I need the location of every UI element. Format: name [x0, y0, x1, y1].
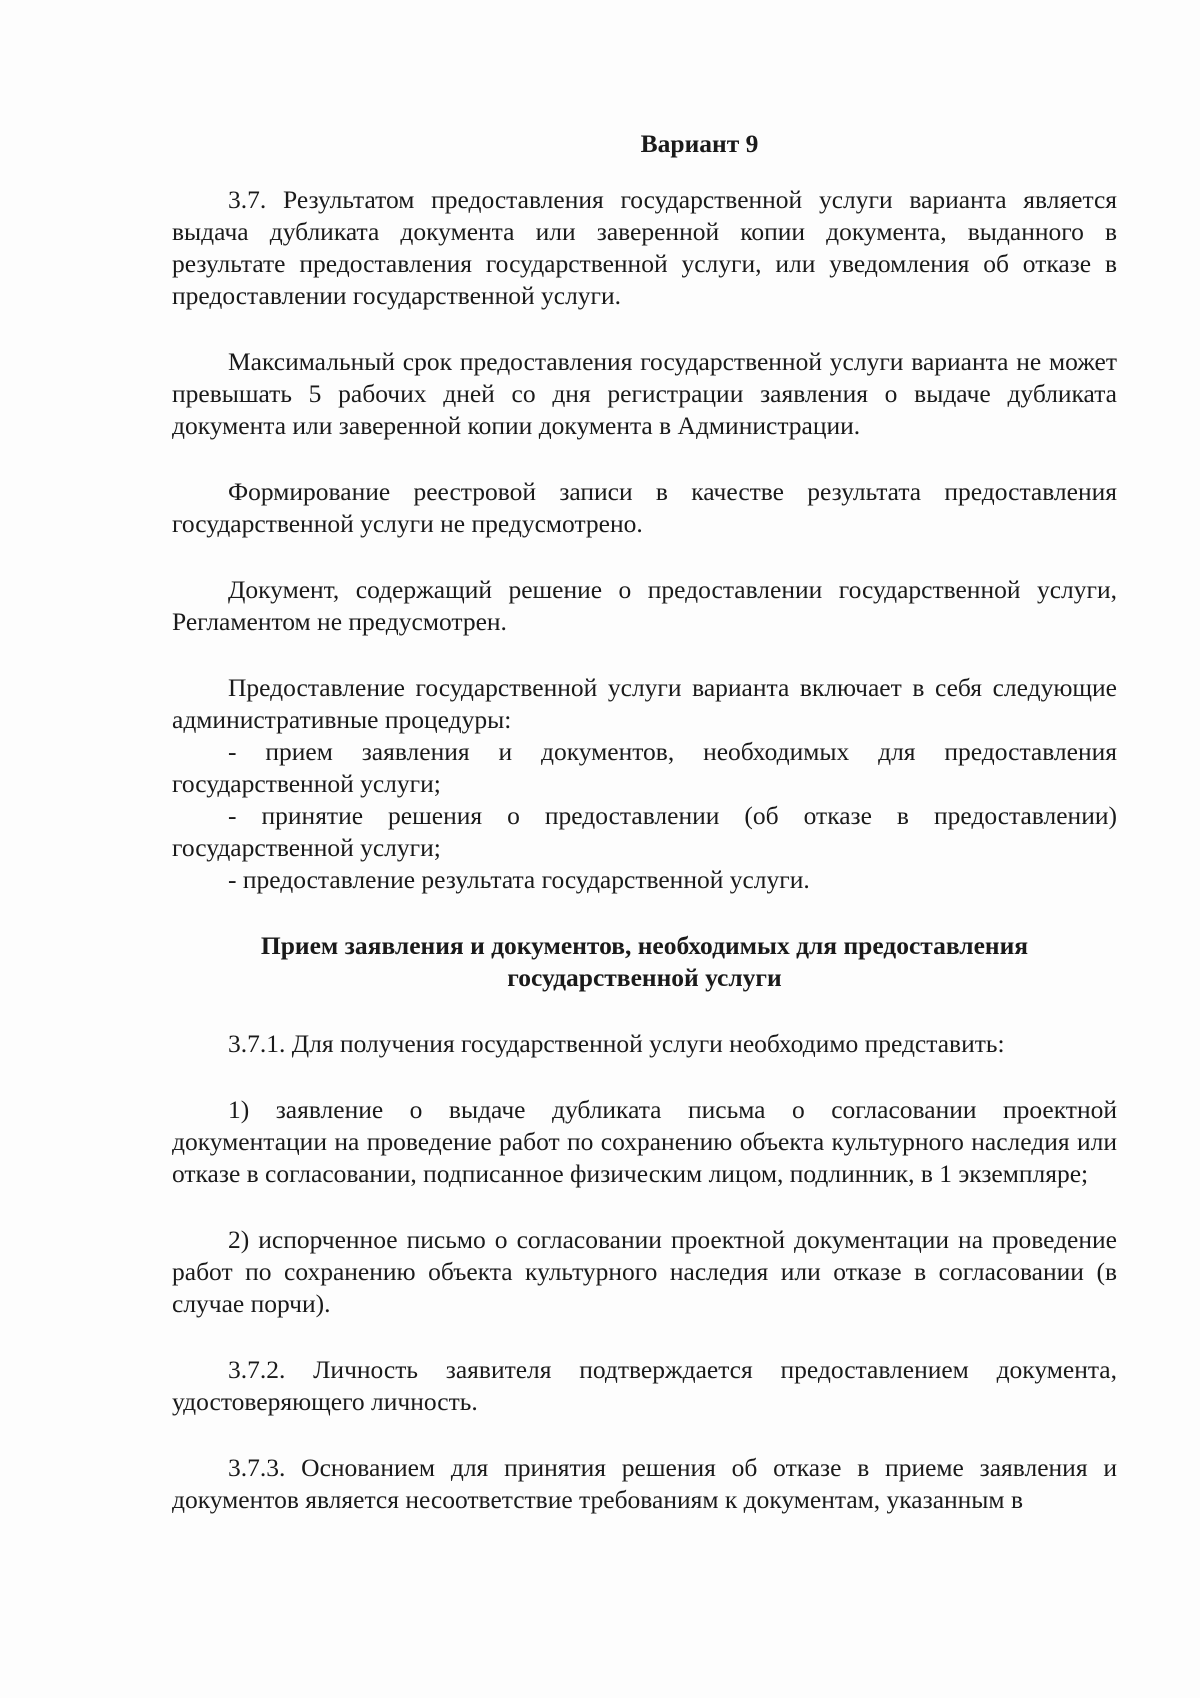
page-title: Вариант 9	[640, 129, 759, 158]
section-heading-line-2: государственной услуги	[507, 963, 782, 992]
paragraph-item-1: 1) заявление о выдаче дубликата письма о согласовании проектной документации на проведение работ по сохранению объекта культурного наследия или отказе в согласовании, подписанное физическим лицом, подлинник, в 1 экземпляре;	[172, 1095, 1117, 1188]
document-body	[172, 128, 1117, 1516]
paragraph-registry-record: Формирование реестровой записи в качестве результата предоставления государственной услуги не предусмотрено.	[172, 477, 1117, 538]
section-heading	[172, 930, 1117, 994]
paragraph-procedures: Предоставление государственной услуги варианта включает в себя следующие административные процедуры:	[172, 673, 1117, 734]
list-item-procedure-1: - прием заявления и документов, необходимых для предоставления государственной услуги;	[172, 737, 1117, 798]
list-item-procedure-2: - принятие решения о предоставлении (об отказе в предоставлении) государственной услуги;	[172, 801, 1117, 862]
section-heading-line-1: Прием заявления и документов, необходимых для предоставления	[260, 931, 1029, 960]
paragraph-decision-document: Документ, содержащий решение о предоставлении государственной услуги, Регламентом не предусмотрен.	[172, 575, 1117, 636]
paragraph-item-2: 2) испорченное письмо о согласовании проектной документации на проведение работ по сохранению объекта культурного наследия или отказе в согласовании (в случае порчи).	[172, 1225, 1117, 1318]
paragraph-3-7-3: 3.7.3. Основанием для принятия решения об отказе в приеме заявления и документов является несоответствие требованиям к документам, указанным в	[172, 1453, 1117, 1514]
list-item-procedure-3: - предоставление результата государственной услуги.	[228, 865, 810, 894]
paragraph-3-7-1: 3.7.1. Для получения государственной услуги необходимо представить:	[228, 1029, 1005, 1058]
paragraph-result: 3.7. Результатом предоставления государственной услуги варианта является выдача дубликата документа или заверенной копии документа, выданного в результате предоставления государственной услуги, или уведомления об отказе в предоставлении государственной услуги.	[172, 185, 1117, 310]
paragraph-3-7-2: 3.7.2. Личность заявителя подтверждается предоставлением документа, удостоверяющего личность.	[172, 1355, 1117, 1416]
paragraph-max-term: Максимальный срок предоставления государственной услуги варианта не может превышать 5 рабочих дней со дня регистрации заявления о выдаче дубликата документа или заверенной копии документа в Администрации.	[172, 347, 1117, 440]
